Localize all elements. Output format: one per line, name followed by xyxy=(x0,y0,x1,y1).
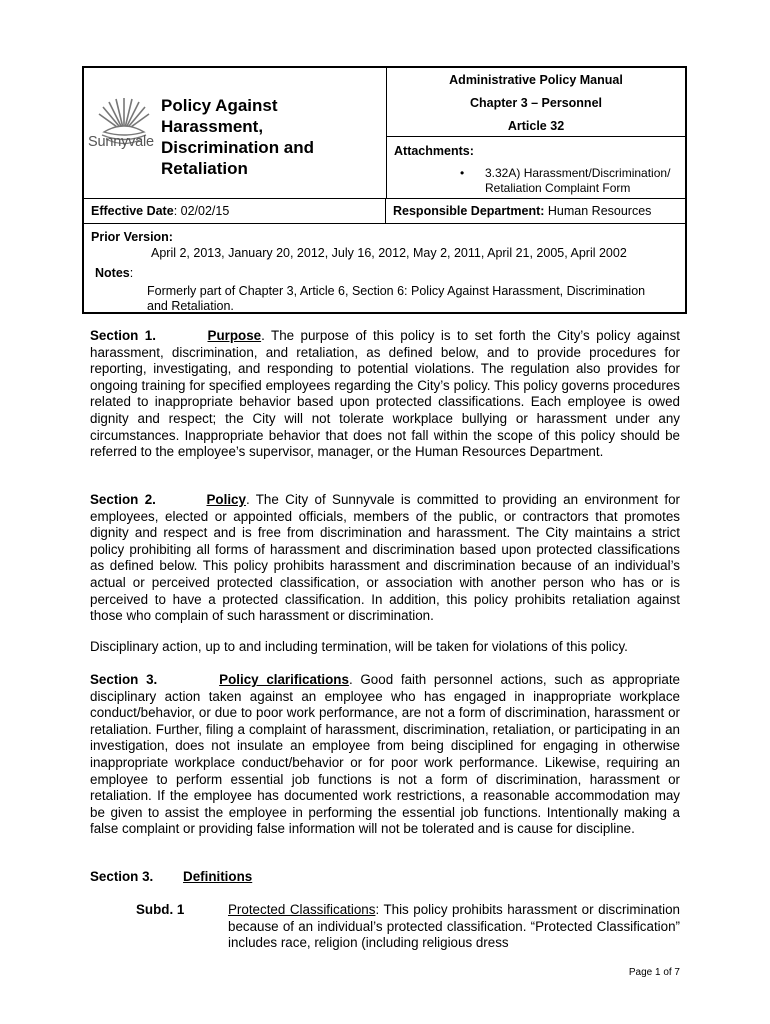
section-number: Section 3. xyxy=(90,672,158,687)
section-text: . The purpose of this policy is to set forth the City’s policy against harassment, discrimination, and retaliation, as defined below, and to provide procedures for reporting, investigating, and responding to potential violations. The regulation also provides for ongoing training for specified employees regarding the City’s policy. This policy governs procedures related to inappropriate behavior based upon protected classifications. Each employee is owed dignity and respect; the City will not tolerate workplace bullying or harassment under any circumstances. Inappropriate behavior that does not fall within the scope of this policy should be referred to the employee’s supervisor, manager, or the Human Resources Department. xyxy=(90,328,681,460)
version-notes-cell xyxy=(84,224,685,312)
sunnyvale-logo-icon xyxy=(86,92,162,162)
bullet-icon: • xyxy=(460,166,465,180)
notes-colon: : xyxy=(129,266,134,280)
section-title: Policy clarifications xyxy=(219,672,349,687)
attachment-link[interactable]: 3.32A) Harassment/Discrimination/ Retaliation Complaint Form xyxy=(485,166,671,195)
effective-date-label: Effective Date xyxy=(91,204,174,218)
responsible-dept-label: Responsible Department: xyxy=(393,204,545,218)
section-title: Policy xyxy=(206,492,246,507)
manual-title: Administrative Policy Manual xyxy=(449,73,623,87)
subdivision-text xyxy=(228,902,680,952)
policy-title: Policy Against Harassment, Discrimination and Retaliation xyxy=(161,96,315,178)
subdivision-term: Protected Classifications xyxy=(228,902,376,917)
effective-date-value: : 02/02/15 xyxy=(173,204,230,218)
subdivision-label: Subd. 1 xyxy=(136,902,185,917)
responsible-department xyxy=(386,199,685,223)
notes-label: Notes xyxy=(95,266,130,280)
article-label: Article 32 xyxy=(507,119,565,133)
section-number: Section 1. xyxy=(90,328,156,343)
prior-version-dates: April 2, 2013, January 20, 2012, July 16, 2012, May 2, 2011, April 21, 2005, April 2002 xyxy=(151,246,627,260)
prior-version-label: Prior Version: xyxy=(91,230,173,244)
policy-header-table xyxy=(82,66,687,314)
page-number: Page 1 of 7 xyxy=(628,967,680,978)
section-number: Section 3. xyxy=(90,869,154,884)
section-text: . Good faith personnel actions, such as appropriate disciplinary action taken against an employee who has engaged in inappropriate workplace conduct/behavior, or due to poor work performance, are not a form of discrimination, harassment or retaliation. Further, filing a complaint of harassment, discrimination, retaliation, or participating in an investigation, does not insulate an employee from being disciplined for engaging in otherwise inappropriate workplace conduct/behavior or for poor work performance. Likewise, requiring an employee to perform essential job functions is not a form of discrimination, harassment or retaliation. If the employee has documented work restrictions, a reasonable accommodation may be given to assist the employee in performing the essential job functions. Intentionally making a false complaint or providing false information will not be tolerated and is cause for discipline. xyxy=(90,672,680,837)
subdivision-body: : This policy prohibits harassment or discrimination because of an individual’s protected classification. “Protected Classification” includes race, religion (including religious dress xyxy=(228,902,680,951)
attachments-label: Attachments: xyxy=(394,144,474,158)
section-1-purpose xyxy=(90,328,680,461)
title-cell xyxy=(84,68,387,198)
section-3-clarifications xyxy=(90,672,680,838)
effective-date xyxy=(84,199,386,223)
org-name: Sunnyvale xyxy=(88,134,154,150)
notes-text: Formerly part of Chapter 3, Article 6, Section 6: Policy Against Harassment, Discrimination and Retaliation. xyxy=(147,284,646,313)
manual-info-cell xyxy=(387,68,685,198)
section-text: . The City of Sunnyvale is committed to providing an environment for employees, elected or appointed officials, members of the public, or contractors that promotes dignity and respect and is free from discrimination and harassment. The City maintains a strict policy prohibiting all forms of harassment and discrimination based upon protected classifications as defined below. This policy prohibits harassment and discrimination because of an individual’s actual or perceived protected classification, or association with another person who has or is perceived to have a protected classification. In addition, this policy prohibits retaliation against those who complain of such harassment or discrimination. xyxy=(90,492,680,624)
notes-label-wrap xyxy=(95,266,133,280)
disciplinary-paragraph: Disciplinary action, up to and including termination, will be taken for violations of this policy. xyxy=(90,639,628,654)
divider xyxy=(387,136,685,137)
section-3-definitions xyxy=(90,869,680,886)
section-number: Section 2. xyxy=(90,492,156,507)
responsible-dept-value: Human Resources xyxy=(544,204,652,218)
section-title: Definitions xyxy=(183,869,253,884)
section-2-policy xyxy=(90,492,680,625)
chapter-label: Chapter 3 – Personnel xyxy=(470,96,602,110)
section-title: Purpose xyxy=(207,328,262,343)
